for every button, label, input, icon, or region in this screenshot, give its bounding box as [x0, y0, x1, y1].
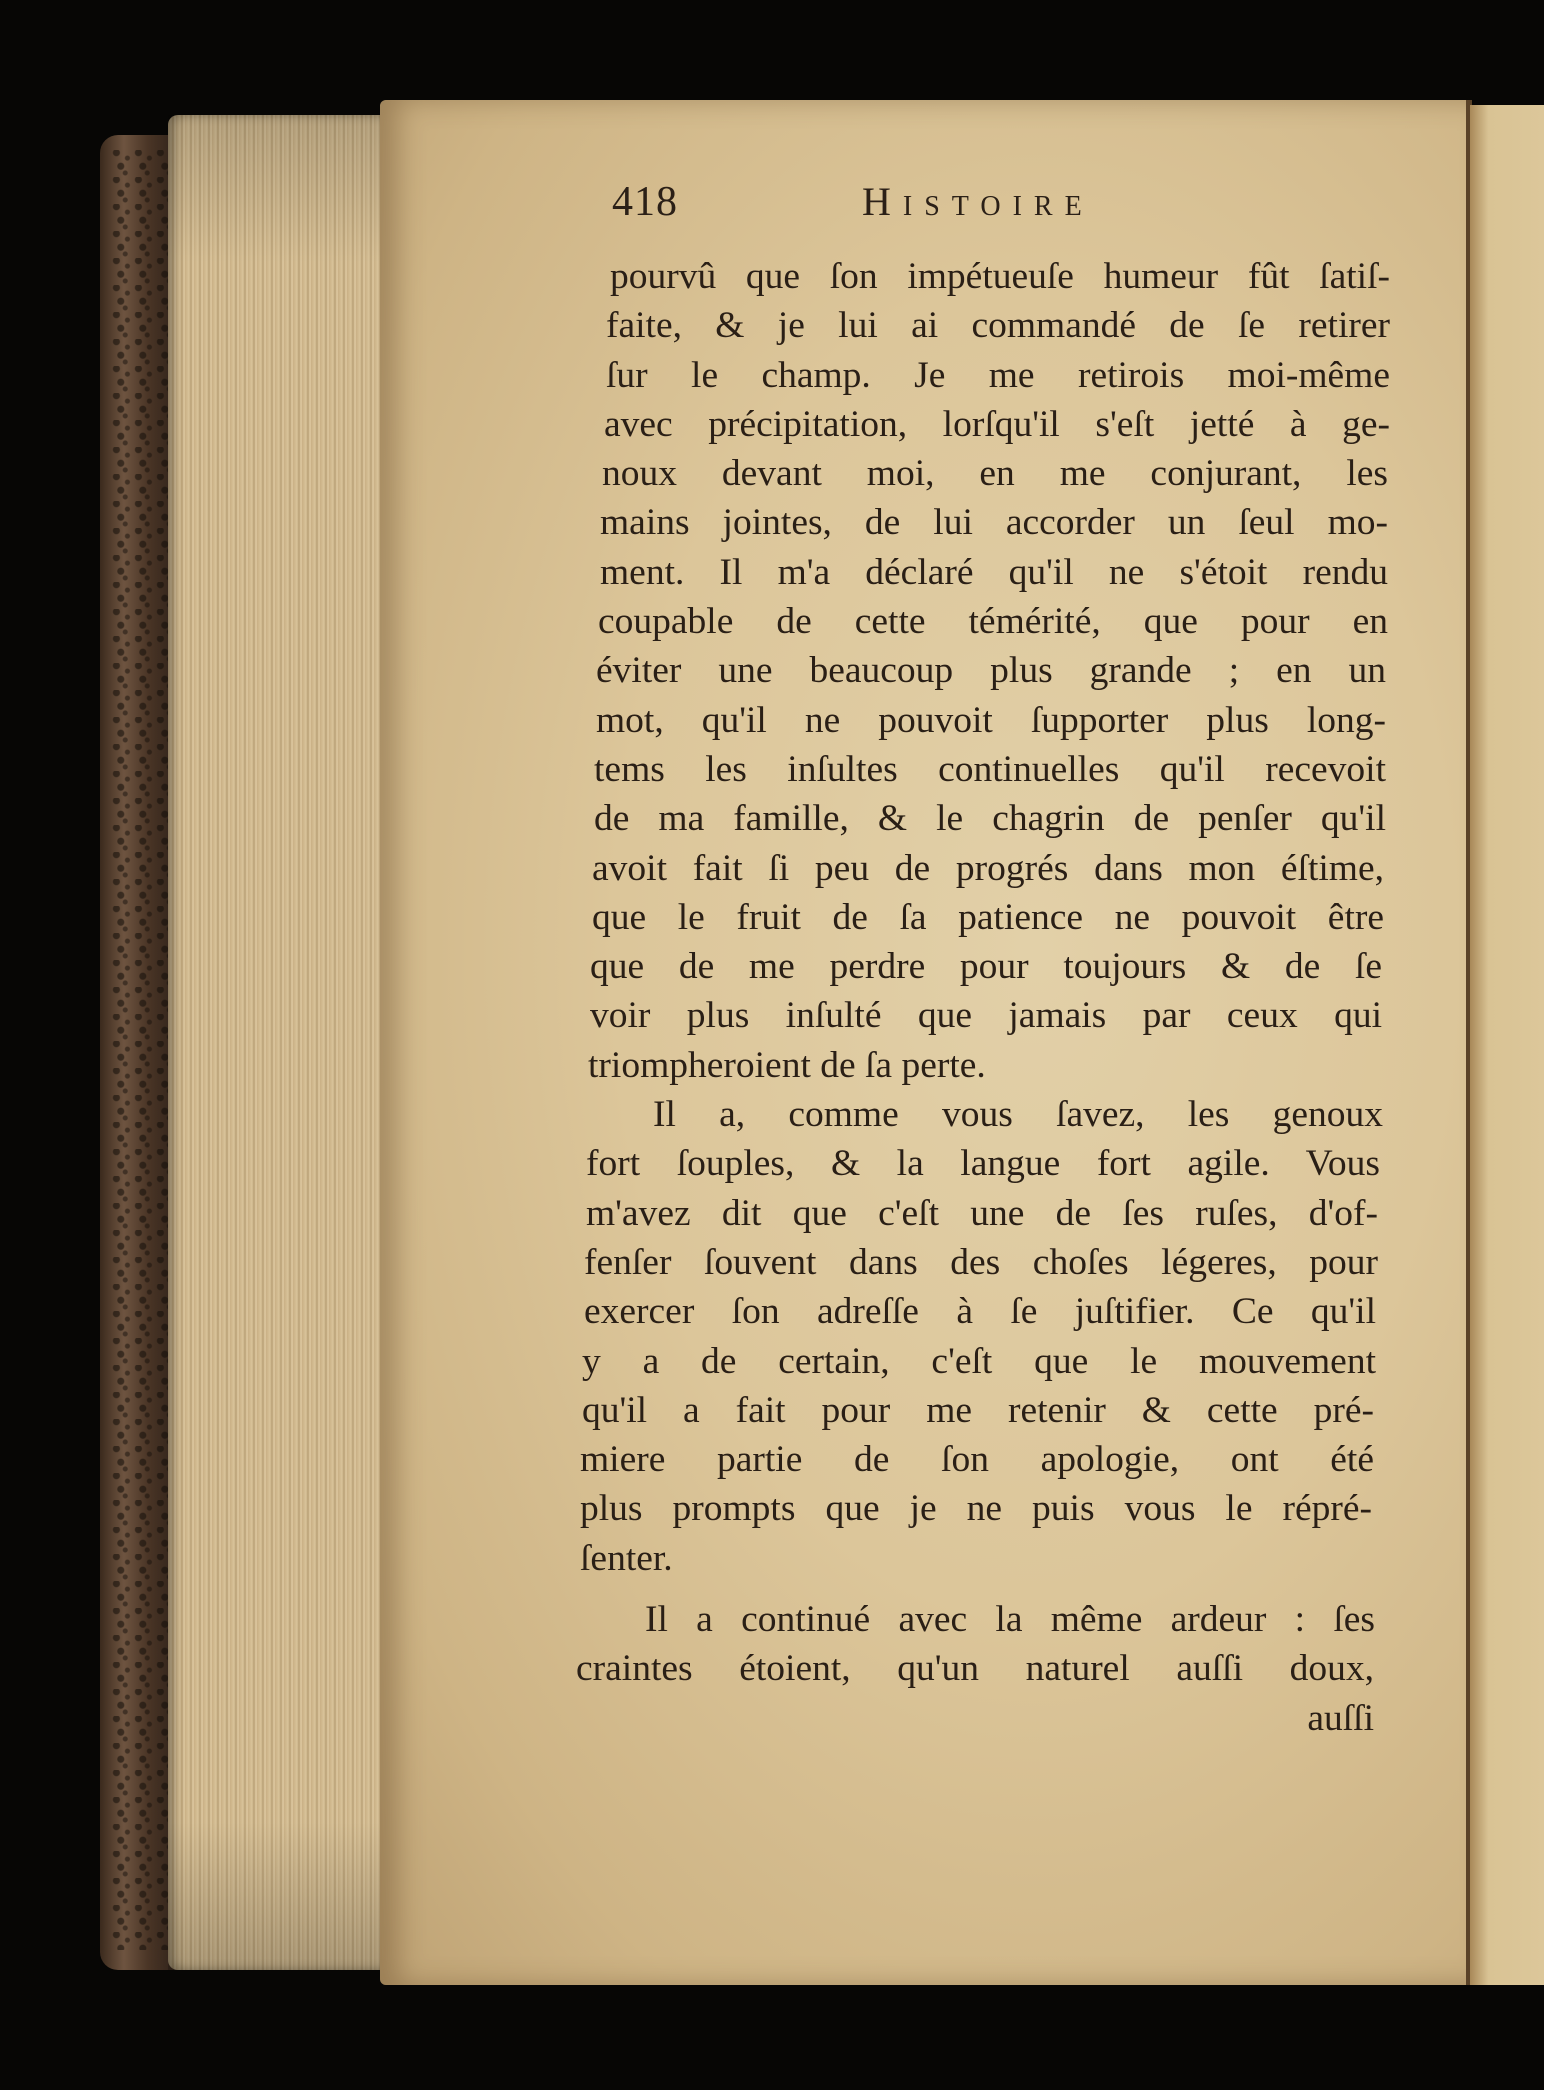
- text-line: exercer ſon adreſſe à ſe juſtifier. Ce qu'il: [584, 1291, 1376, 1333]
- text-line: pourvû que ſon impétueuſe humeur fût ſatiſ-: [610, 256, 1390, 297]
- text-line: noux devant moi, en me conjurant, les: [602, 453, 1388, 495]
- text-line: miere partie de ſon apologie, ont été: [580, 1439, 1374, 1481]
- text-line: avec précipitation, lorſqu'il s'eſt jetté à ge-: [604, 403, 1390, 445]
- page-block-edges: [168, 115, 383, 1970]
- facing-page-edge: [1470, 105, 1544, 1985]
- text-line: mains jointes, de lui accorder un ſeul mo-: [600, 502, 1388, 544]
- catchword: auſſi: [1307, 1697, 1374, 1739]
- text-line: éviter une beaucoup plus grande ; en un: [596, 650, 1386, 692]
- text-line: que de me perdre pour toujours & de ſe: [590, 946, 1382, 988]
- text-line: tems les inſultes continuelles qu'il recevoit: [594, 748, 1386, 790]
- text-line: plus prompts que je ne puis vous le répré-: [580, 1488, 1372, 1530]
- text-line: Il a, comme vous ſavez, les genoux: [653, 1094, 1383, 1136]
- text-line: avoit fait ſi peu de progrés dans mon éſtime,: [592, 847, 1384, 889]
- text-line: voir plus inſulté que jamais par ceux qui: [590, 995, 1382, 1037]
- text-line: triompheroient de ſa perte.: [588, 1044, 986, 1086]
- text-line: fenſer ſouvent dans des choſes légeres, pour: [584, 1241, 1378, 1283]
- running-title: Histoire: [862, 179, 1094, 224]
- text-line: craintes étoient, qu'un naturel auſſi doux,: [576, 1648, 1374, 1690]
- text-line: ſur le champ. Je me retirois moi-même: [606, 354, 1390, 396]
- text-line: mot, qu'il ne pouvoit ſupporter plus long-: [596, 699, 1386, 741]
- text-line: faite, & je lui ai commandé de ſe retirer: [606, 305, 1390, 347]
- text-line: ſenter.: [580, 1537, 673, 1579]
- text-line: qu'il a fait pour me retenir & cette pré-: [582, 1389, 1374, 1431]
- text-line: que le fruit de ſa patience ne pouvoit être: [592, 896, 1384, 938]
- text-line: coupable de cette témérité, que pour en: [598, 601, 1388, 643]
- body-text: [576, 252, 1390, 1743]
- text-line: ment. Il m'a déclaré qu'il ne s'étoit rendu: [600, 551, 1388, 593]
- page-number: 418: [612, 179, 678, 225]
- text-line: Il a continué avec la même ardeur : ſes: [645, 1599, 1375, 1641]
- text-line: y a de certain, c'eſt que le mouvement: [582, 1340, 1376, 1382]
- cover-marbling: [112, 150, 172, 1950]
- running-header: [612, 178, 1212, 228]
- text-line: fort ſouples, & la langue fort agile. Vous: [586, 1143, 1380, 1185]
- text-line: de ma famille, & le chagrin de penſer qu'il: [594, 798, 1386, 840]
- text-line: m'avez dit que c'eſt une de ſes ruſes, d'of-: [586, 1192, 1378, 1234]
